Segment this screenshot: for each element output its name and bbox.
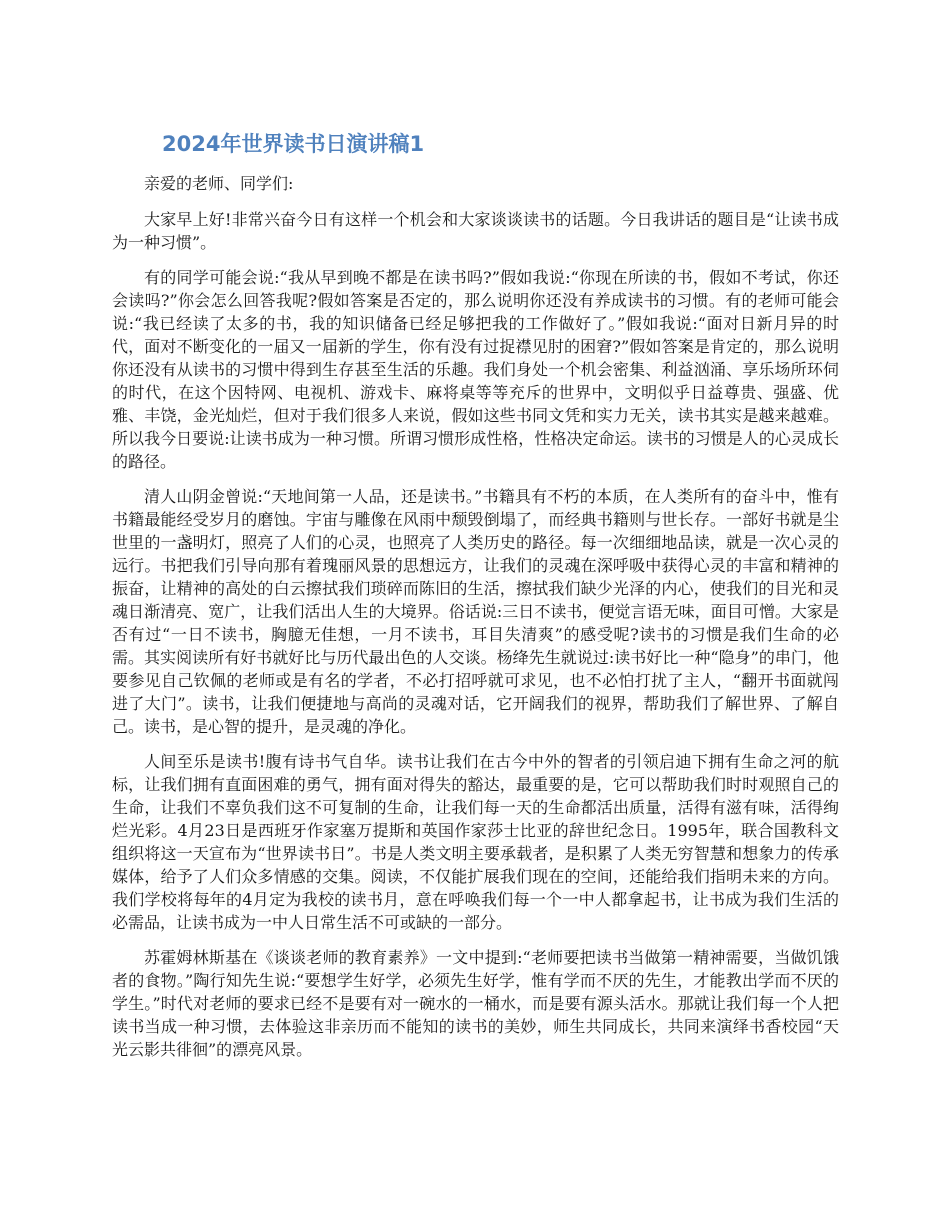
paragraph-salutation: 亲爱的老师、同学们: [144, 174, 294, 193]
paragraph-reading-habit: 有的同学可能会说:“我从早到晚不都是在读书吗?”假如我说:“你现在所读的书，假如不考试，你还会读吗?”你会怎么回答我呢?假如答案是否定的，那么说明你还没有养成读书的习惯。有的老师可能会说:“我已经读了太多的书，我的知识储备已经足够把我的工作做好了。”假如我说:“面对日新月异的时代，面对不断变化的一届又一届新的学生，你有没有过捉襟见肘的困窘?”假如答案是肯定的，那么说明你还没有从读书的习惯中得到生存甚至生活的乐趣。我们身处一个机会密集、利益汹涌、享乐场所环伺的时代，在这个因特网、电视机、游戏卡、麻将桌等等充斥的世界中，文明似乎日益尊贵、强盛、优雅、丰饶，金光灿烂，但对于我们很多人来说，假如这些书同文凭和实力无关，读书其实是越来越难。所以我今日要说:让读书成为一种习惯。所谓习惯形成性格，性格决定命运。读书的习惯是人的心灵成长的路径。 [112, 268, 839, 471]
paragraph-teachers-reading: 苏霍姆林斯基在《谈谈老师的教育素养》一文中提到:“老师要把读书当做第一精神需要，当做饥饿者的食物。”陶行知先生说:“要想学生好学，必须先生好学，惟有学而不厌的先生，才能教出学而不厌的学生。”时代对老师的要求已经不是要有对一碗水的一桶水，而是要有源头活水。那就让我们每一个人把读书当成一种习惯，去体验这非亲历而不能知的读书的美妙，师生共同成长，共同来演绎书香校园“天光云影共徘徊”的漂亮风景。 [112, 948, 839, 1059]
paragraph-value-of-books: 清人山阴金曾说:“天地间第一人品，还是读书。”书籍具有不朽的本质，在人类所有的奋斗中，惟有书籍最能经受岁月的磨蚀。宇宙与雕像在风雨中颓毁倒塌了，而经典书籍则与世长存。一部好书就是尘世里的一盏明灯，照亮了人们的心灵，也照亮了人类历史的路径。每一次细细地品读，就是一次心灵的远行。书把我们引导向那有着瑰丽风景的思想远方，让我们的灵魂在深呼吸中获得心灵的丰富和精神的振奋，让精神的高处的白云擦拭我们琐碎而陈旧的生活，擦拭我们缺少光泽的内心，使我们的目光和灵魂日渐清亮、宽广，让我们活出人生的大境界。俗话说:三日不读书，便觉言语无味，面目可憎。大家是否有过“一日不读书，胸臆无佳想，一月不读书，耳目失清爽”的感受呢?读书的习惯是我们生命的必需。其实阅读所有好书就好比与历代最出色的人交谈。杨绛先生就说过:读书好比一种“隐身”的串门，他要参见自己钦佩的老师或是有名的学者，不必打招呼就可求见，也不必怕打扰了主人，“翻开书面就闯进了大门”。读书，让我们便捷地与高尚的灵魂对话，它开阔我们的视界，帮助我们了解世界、了解自己。读书，是心智的提升，是灵魂的净化。 [112, 487, 839, 736]
speech-body [112, 172, 839, 1073]
paragraph-greeting: 大家早上好!非常兴奋今日有这样一个机会和大家谈谈读书的话题。今日我讲话的题目是“让读书成为一种习惯”。 [112, 210, 839, 252]
page-title: 2024年世界读书日演讲稿1 [162, 132, 425, 156]
paragraph-joy-of-reading: 人间至乐是读书!腹有诗书气自华。读书让我们在古今中外的智者的引领启迪下拥有生命之河的航标，让我们拥有直面困难的勇气，拥有面对得失的豁达，最重要的是，它可以帮助我们时时观照自己的生命，让我们不辜负我们这不可复制的生命，让我们每一天的生命都活出质量，活得有滋有味，活得绚烂光彩。4月23日是西班牙作家塞万提斯和英国作家莎士比亚的辞世纪念日。1995年，联合国教科文组织将这一天宣布为“世界读书日”。书是人类文明主要承载者，是积累了人类无穷智慧和想象力的传承媒体，给予了人们众多情感的交集。阅读，不仅能扩展我们现在的空间，还能给我们指明未来的方向。我们学校将每年的4月定为我校的读书月，意在呼唤我们每一个一中人都拿起书，让书成为我们生活的必需品，让读书成为一中人日常生活不可或缺的一部分。 [112, 752, 839, 932]
